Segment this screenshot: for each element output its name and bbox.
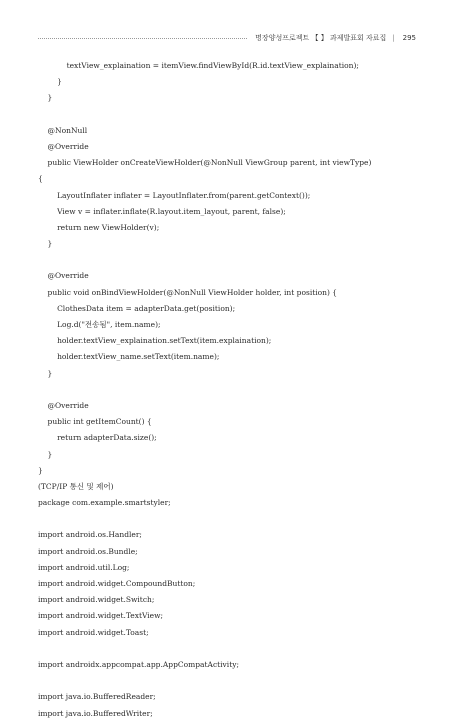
code-line [38,511,416,527]
code-line: import android.widget.Toast; [38,627,149,637]
code-line: @NonNull [38,125,88,135]
code-listing [38,58,416,722]
code-line [38,107,416,123]
code-line: } [38,368,53,378]
header-leader-dots [38,38,247,39]
code-line: } [38,77,62,87]
code-line: import android.widget.CompoundButton; [38,579,196,588]
code-line: textView_explaination = itemView.findViewById(R.id.textView_explaination); [38,61,359,70]
page-header [38,30,416,46]
code-line: import java.io.BufferedReader; [38,692,156,702]
code-line: package com.example.smartstyler; [38,498,171,508]
code-line: import java.io.BufferedWriter; [38,708,153,718]
code-line [38,641,416,657]
code-line: Log.d("전송됨", item.name); [38,320,161,329]
code-line: @Override [38,271,89,281]
code-line: } [38,93,53,103]
code-line: { [38,174,43,184]
code-line: } [38,449,53,459]
code-line: import android.widget.Switch; [38,595,155,605]
code-line: (TCP/IP 통신 및 제어) [38,481,114,491]
code-line: public ViewHolder onCreateViewHolder(@NonNull ViewGroup parent, int viewType) [38,158,372,168]
code-line: } [38,239,53,249]
code-line: @Override [38,141,89,151]
code-line [38,252,416,268]
code-line: import android.util.Log; [38,562,130,572]
header-title: 명장양성프로젝트 【 】 과제발표회 자료집 [255,34,387,42]
code-line: import android.os.Handler; [38,530,142,540]
header-separator: | [392,34,395,42]
code-line: public int getItemCount() { [38,417,152,427]
code-line: import android.widget.TextView; [38,611,164,621]
code-line [38,382,416,398]
code-line: holder.textView_explaination.setText(item.explaination); [38,336,272,346]
code-line: } [38,465,43,475]
page-number: 295 [402,34,416,42]
code-line: View v = inflater.inflate(R.layout.item_layout, parent, false); [38,206,286,216]
code-line: import android.os.Bundle; [38,546,138,556]
code-line: import androidx.appcompat.app.AppCompatActivity; [38,659,239,669]
code-line: LayoutInflater inflater = LayoutInflater.from(parent.getContext()); [38,190,311,200]
code-line: ClothesData item = adapterData.get(position); [38,303,236,313]
code-line: return adapterData.size(); [38,433,157,443]
code-line: public void onBindViewHolder(@NonNull ViewHolder holder, int position) { [38,287,338,297]
code-line: @Override [38,400,89,410]
code-line [38,673,416,689]
code-line: holder.textView_name.setText(item.name); [38,352,220,362]
code-line: return new ViewHolder(v); [38,222,160,232]
